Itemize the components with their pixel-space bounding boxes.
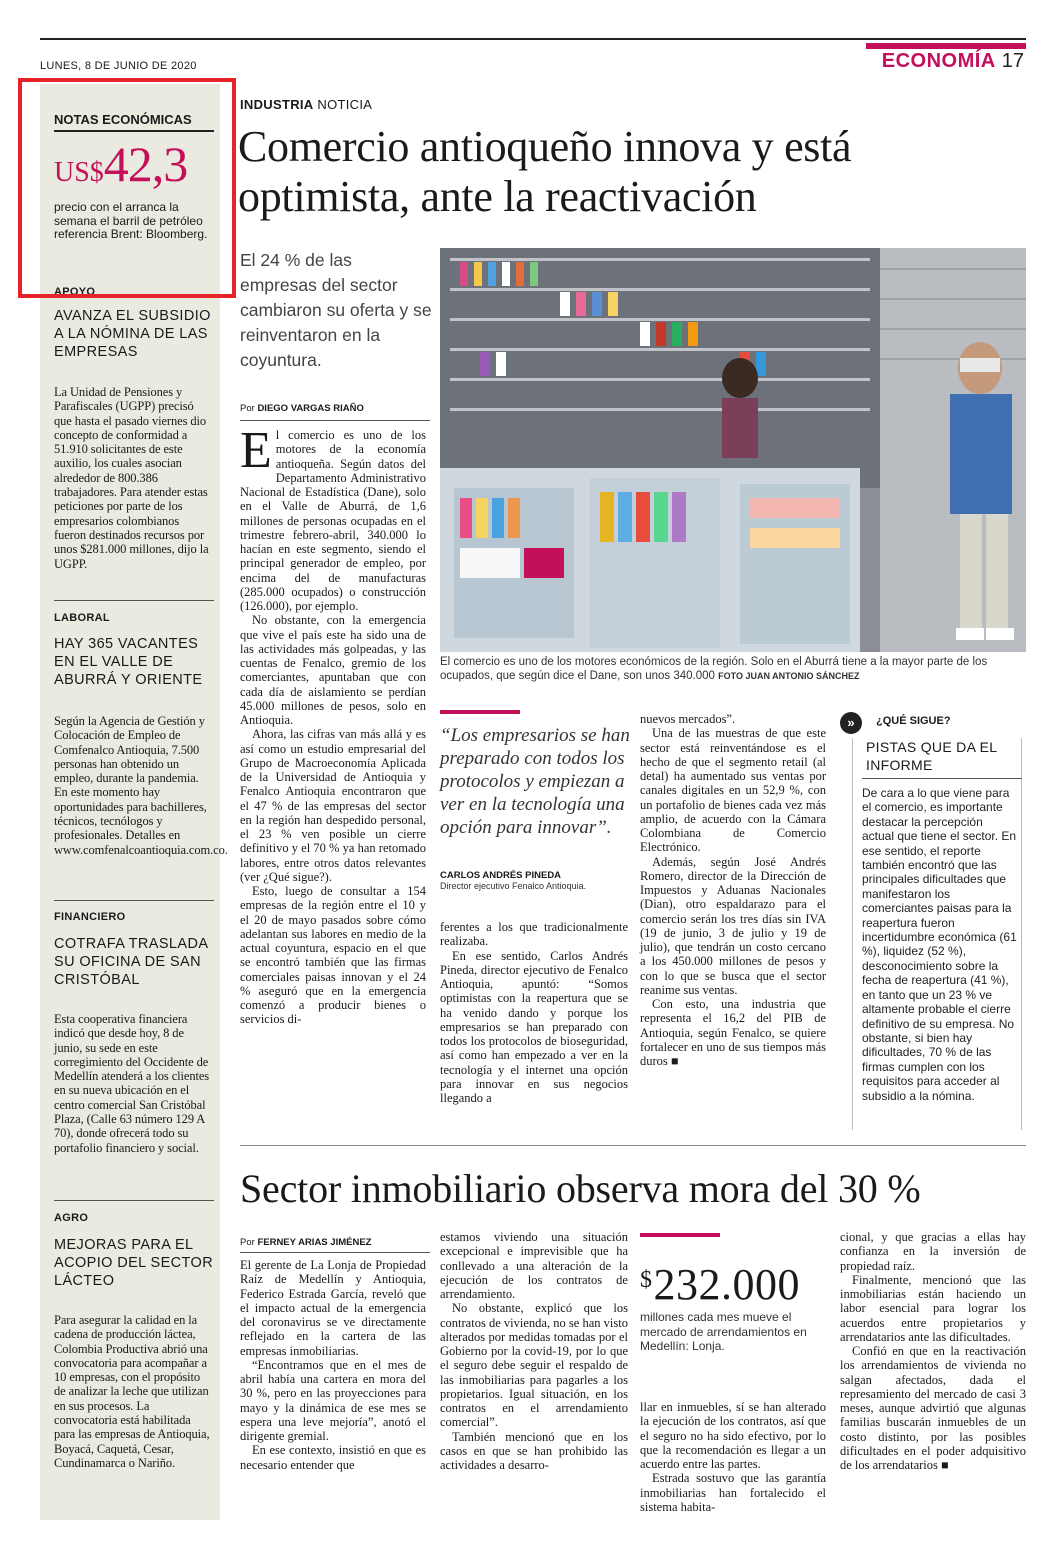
article-paragraph: cional, y que gracias a ellas hay confianza en la inversión de propiedad raíz. (840, 1230, 1026, 1273)
photo-credit: FOTO JUAN ANTONIO SÁNCHEZ (718, 671, 860, 681)
sidebar-item-headline: HAY 365 VACANTES EN EL VALLE DE ABURRÁ Y ORIENTE (54, 636, 203, 688)
kicker-type: NOTICIA (313, 97, 373, 112)
article-kicker (240, 97, 372, 112)
kicker-section: INDUSTRIA (240, 97, 314, 112)
section-name: ECONOMÍA (881, 50, 996, 72)
que-sigue-title: PISTAS QUE DA EL INFORME (866, 739, 997, 773)
section-accent-bar (866, 43, 1026, 49)
article-paragraph: estamos viviendo una situación excepcional e imprevisible que ha conllevado a una alteración de la ejecución de los contratos de arrendamiento. (440, 1230, 628, 1301)
article-paragraph: En ese sentido, Carlos Andrés Pineda, director ejecutivo de Fenalco Antioquia, apuntó: “Somos optimistas con la reapertura que se ha venido dando y porque los empresarios se han preparado con todos los protocolos de bioseguridad, así como han empezado a ver en la tecnología y el internet una opción para innovar en sus negocios llegando a (440, 948, 628, 1105)
article-paragraph: El gerente de La Lonja de Propiedad Raíz de Medellín y Antioquia, Federico Estrada García, reveló que el impacto actual de la emergencia del coronavirus se ve directamente reflejado en la cartera de las empresas inmobiliarias. (240, 1258, 426, 1358)
sidebar-item-category: FINANCIERO (54, 911, 126, 923)
article-column-2 (440, 920, 628, 1105)
article-paragraph: nuevos mercados”. (640, 712, 736, 726)
article2-column-4 (840, 1230, 1026, 1472)
sidebar-item-laboral (54, 612, 228, 857)
sidebar-item-body: Según la Agencia de Gestión y Colocación de Empleo de Comfenalco Antioquia, 7.500 personas han obtenido un empleo, durante la pandemia. En este momento hay oportunidades para bachilleres, técnicos, tecnólogos y profesionales. Detalles en www.comfenalcoantioquia.com.co. (54, 714, 228, 857)
double-chevron-icon: » (840, 712, 862, 734)
figure-value: 232.000 (653, 1260, 800, 1309)
byline-rule (240, 420, 430, 421)
sidebar-item-headline: MEJORAS PARA EL ACOPIO DEL SECTOR LÁCTEO (54, 1237, 214, 1289)
article-paragraph: Con esto, una industria que representa el 16,2 del PIB de Antioquia, según Fenalco, se quiere fortalecer en uno de sus tiempos más duros ■ (640, 997, 826, 1068)
shop-photo-illustration (440, 248, 1026, 652)
sidebar-divider (54, 600, 214, 601)
article-paragraph: No obstante, explicó que los contratos de vivienda, no se han visto alterados por medidas tomadas por el Gobierno por la covid-19, por lo que el seguro debe seguir el respaldo de las inmobiliarias para pagarles a los propietarios. Igual situación, en los contratos en el arrendamiento comercial”. (440, 1301, 628, 1430)
sidebar-divider (54, 1200, 214, 1201)
article-column-3 (640, 712, 826, 1068)
section-header (882, 50, 1024, 73)
notas-currency: US$ (54, 157, 104, 188)
notas-value: 42,3 (103, 136, 188, 192)
byline-rule (240, 1252, 430, 1253)
article-paragraph: ferentes a los que tradicionalmente realizaba. (440, 920, 628, 949)
figure-accent-bar (640, 1233, 720, 1237)
article2-column-1 (240, 1258, 426, 1472)
article-column-1 (240, 422, 426, 1027)
quote-accent-bar (440, 710, 520, 714)
article-headline: Comercio antioqueño innova y está optimista, ante la reactivación (238, 122, 852, 221)
top-rule (40, 38, 1026, 40)
article-byline (240, 403, 364, 414)
quote-attribution-role: Director ejecutivo Fenalco Antioquia. (440, 881, 587, 891)
page-date: LUNES, 8 DE JUNIO DE 2020 (40, 60, 197, 72)
figure-currency: $ (640, 1267, 653, 1293)
notas-description: precio con el arranca la semana el barril de petróleo referencia Brent: Bloomberg. (54, 200, 208, 241)
sidebar-divider (54, 900, 214, 901)
article-paragraph: Confió en que en la reactivación los arrendamientos de vivienda no salgan afectados, dada el represamiento del mercado de casi 3 meses, aunque advirtió que algunas familias buscarán inmuebles de un costo distinto, por las posibles dificultades en el poder adquisitivo de los arrendatarios ■ (840, 1344, 1026, 1472)
pull-quote: “Los empresarios se han preparado con todos los protocolos y empiezan a ver en la tecnología una opción para innovar”. (440, 725, 630, 838)
notas-title: NOTAS ECONÓMICAS (54, 112, 214, 132)
article-photo (440, 248, 1026, 652)
sidebar-item-agro (54, 1212, 214, 1470)
sidebar-item-headline: AVANZA EL SUBSIDIO A LA NÓMINA DE LAS EMPRESAS (54, 308, 211, 360)
article2-byline (240, 1237, 371, 1248)
article-paragraph: Ahora, las cifras van más allá y es así como un estudio empresarial del Grupo de Macroeconomía Aplicada de la Universidad de Antioquia y Fenalco Antioquia encontraron que el 47 % de las empresas del sector en la región han despedido personal, el 23 % ven posible un cierre definitivo y el 70 % ya han retomado labores, entre otros datos relevantes (ver ¿Qué sigue?). (240, 727, 426, 884)
article-paragraph: No obstante, con la emergencia que vive el país este ha sido una de las actividades más golpeadas, y las cuentas de Fenalco, gremio de los comerciantes, apuntaban que con cada día de aislamiento se perdían 45.000 millones de pesos, solo en Antioquia. (240, 613, 426, 727)
highlight-box (18, 78, 236, 298)
quote-attribution-name: CARLOS ANDRÉS PINEDA (440, 870, 562, 881)
article-paragraph: El comercio es uno de los motores de la economía antioqueña. Según datos del Departamento Administrativo Nacional de Estadística (Dane), solo en el Valle de Aburrá, de 1,6 millones de personas ocupadas en el trimestre febrero-abril, 340.000 lo hacían en este segmento, siendo el principal generador de empleo, por encima del de manufacturas (285.000 ocupados) o construcción (126.000), por ejemplo. (240, 422, 426, 613)
byline-name: DIEGO VARGAS RIAÑO (257, 403, 364, 414)
figure-description: millones cada mes mueve el mercado de arrendamientos en Medellín: Lonja. (640, 1310, 807, 1353)
article-paragraph: En ese contexto, insistió en que es necesario entender que (240, 1443, 426, 1472)
article-paragraph: Además, según José Andrés Romero, director de la Dirección de Impuestos y Aduanas Nacionales (Dian), otro espaldarazo para el comercio serán los tres días sin IVA (19 de junio, 3 de julio y 19 de julio), que tendrán un costo cercano a los 450.000 millones de pesos y con lo que se busca que el sector reanime sus ventas. (640, 854, 826, 997)
byline-name: FERNEY ARIAS JIMÉNEZ (257, 1237, 372, 1248)
photo-caption (440, 655, 1028, 683)
article-paragraph: Estrada sostuvo que las garantía inmobiliarias han fortalecido el sistema habita- (640, 1471, 826, 1514)
article-divider (240, 1145, 1026, 1146)
sidebar-item-apoyo (54, 286, 214, 571)
byline-prefix: Por (240, 403, 258, 414)
sidebar-item-category: AGRO (54, 1212, 89, 1224)
key-figure (640, 1256, 800, 1309)
sidebar-item-category: LABORAL (54, 612, 110, 624)
que-sigue-rule (862, 778, 1022, 779)
sidebar-item-category: APOYO (54, 286, 96, 298)
caption-text: El comercio es uno de los motores económicos de la región. Solo en el Aburrá tiene a la mayor parte de los ocupados, que según dice el Dane, son unos 340.000 (440, 656, 988, 682)
drop-cap: E (240, 422, 272, 479)
page-number: 17 (1001, 50, 1024, 72)
sidebar-item-body: Para asegurar la calidad en la cadena de producción láctea, Colombia Productiva abrió una convocatoria para acompañar a 10 empresas, con el propósito de analizar la leche que utilizan en sus procesos. La convocatoria está habilitada para las empresas de Antioquia, Boyacá, Caquetá, Cesar, Cundinamarca o Nariño. (54, 1313, 210, 1470)
article-paragraph: Finalmente, mencionó que las inmobiliarias están haciendo un labor esencial para lograr los acuerdos entre propietarios y arrendatarios ante las dificultades. (840, 1272, 1026, 1344)
sidebar-item-headline: COTRAFA TRASLADA SU OFICINA DE SAN CRISTÓBAL (54, 936, 208, 988)
article-paragraph: También mencionó que en los casos en que se han prohibido las actividades a desarro- (440, 1429, 628, 1472)
sidebar-item-body: La Unidad de Pensiones y Parafiscales (UGPP) precisó que hasta el pasado viernes dio concepto de conformidad a 51.910 solicitantes de este auxilio, los cuales asocian alrededor de 800.386 trabajadores. Para atender estas peticiones por parte de los empresarios colombianos fueron destinados recursos por unos $281.000 millones, dijo la UGPP. (54, 385, 209, 571)
article2-headline: Sector inmobiliario observa mora del 30 % (240, 1166, 921, 1211)
que-sigue-body: De cara a lo que viene para el comercio, es importante destacar la percepción actual que tiene el sector. En ese sentido, el reporte también encontró que las principales dificultades que manifestaron los comerciantes paisas para la reapertura fueron incertidumbre económica (61 %), liquidez (52 %), desconocimiento sobre la fecha de reapertura (41 %), en tanto que un 23 % ve altamente probable el cierre definitivo de su empresa. No obstante, si bien hay dificultades, 70 % de las firmas cumplen con los requisitos para acceder al subsidio a la nómina. (862, 786, 1017, 1103)
article-paragraph: “Encontramos que en el mes de abril había una cartera en mora del 30 %, pero en las proyecciones para mayo y la dinámica de ese mes se espera una leve mejoría”, anotó el dirigente gremial. (240, 1357, 426, 1443)
sidebar-item-body: Esta cooperativa financiera indicó que desde hoy, 8 de junio, su sede en este corregimiento del Occidente de Medellín atenderá a los clientes en su nueva ubicación en el centro comercial San Cristóbal Plaza, (Calle 63 número 129 A 70), donde ofrecerá todo su portafolio financiero y social. (54, 1012, 210, 1155)
sidebar-item-financiero (54, 911, 214, 1155)
que-sigue-label: ¿QUÉ SIGUE? (876, 715, 951, 727)
article-paragraph: llar en inmuebles, sí se han alterado la ejecución de los contratos, así que el seguro no ha sido efectivo, por lo que la recomendación es llegar a un acuerdo entre las partes. (640, 1400, 826, 1471)
article-subhead: El 24 % de las empresas del sector cambiaron su oferta y se reinventaron en la coyuntura. (240, 250, 432, 370)
article-paragraph: Una de las muestras de que este sector está reinventándose es el hecho de que el segmento retail (al detal) ha aumentado sus ventas por canales digitales en un 52,9 %, con un portafolio de bienes cada vez más amplio, de acuerdo con la Cámara Colombiana de Comercio Electrónico. (640, 726, 826, 855)
article2-column-2 (440, 1230, 628, 1472)
article2-column-3 (640, 1400, 826, 1514)
article-paragraph: Esto, luego de consultar a 154 empresas de la región entre el 10 y el 20 de mayo pasados sobre cómo adelantan sus labores en medio de la actual coyuntura, espacio en el que se encontró también que las firmas comerciales paisas innovan y el 24 % aseguró que en la emergencia comenzó a producir bienes o servicios di- (240, 884, 426, 1027)
byline-prefix: Por (240, 1237, 258, 1248)
